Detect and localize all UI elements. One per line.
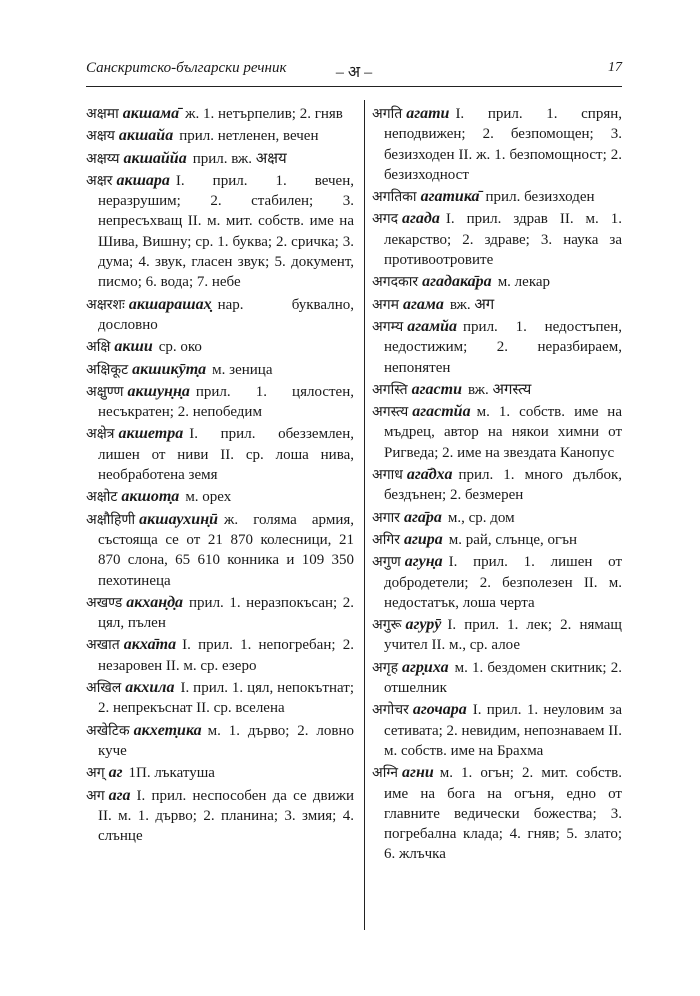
entry-transliteration: акши [114, 338, 153, 356]
entry-definition: м. 1. дърво; 2. ловно куче [98, 722, 354, 759]
entry-transliteration: агама [402, 295, 444, 313]
entry-headword: अखेटिक [86, 722, 130, 739]
entry-transliteration: акшун̣н̣а [127, 382, 190, 400]
dictionary-entry [372, 295, 622, 315]
entry-headword: अखिल [86, 680, 122, 697]
left-column [86, 104, 354, 848]
dictionary-entry [372, 209, 622, 270]
entry-transliteration: акшетра [118, 425, 184, 443]
entry-headword: अखण्ड [86, 594, 123, 611]
entry-transliteration: аг [108, 764, 123, 782]
dictionary-entry [86, 487, 354, 507]
entry-definition: I. прил. 1. непогребан; 2. незаровен II. м. ср. езеро [98, 637, 354, 674]
entry-headword: अक्षोट [86, 489, 118, 506]
dictionary-entry [372, 615, 622, 656]
entry-definition: прил. безизходен [485, 189, 595, 206]
entry-transliteration: акшарашах̣ [128, 295, 212, 313]
entry-transliteration: агамйа [407, 317, 458, 335]
entry-transliteration: агочара [412, 701, 467, 719]
dictionary-entry [86, 635, 354, 676]
dictionary-entry [86, 126, 354, 146]
entry-transliteration: агадака̄ра [422, 273, 492, 291]
entry-transliteration: акшикӯт̣а [132, 360, 207, 378]
entry-headword: अगोचर [372, 702, 409, 719]
entry-headword: अगुरू [372, 617, 402, 634]
entry-headword: अक्षुण्ण [86, 383, 124, 400]
entry-transliteration: акшара [116, 171, 170, 189]
entry-headword: अगति [372, 106, 403, 122]
dictionary-entry [86, 424, 354, 485]
entry-transliteration: ага̄ра [403, 508, 442, 526]
entry-definition: I. прил. обезземлен, лишен от ниви II. ср. лоша нива, необработена земя [98, 426, 354, 484]
entry-transliteration: агати [406, 105, 450, 122]
dictionary-entry [86, 360, 354, 380]
dictionary-entry [86, 382, 354, 423]
entry-headword: अगस्ति [372, 381, 408, 398]
entry-definition: м. 1. огън; 2. мит. собств. име на бога на огъня, едно от главните ведически божества; 3. погребална клада; 4. гняв; 5. злато; 6. жлъчка [384, 765, 622, 863]
entry-headword: अक्षय्य [86, 150, 120, 167]
entry-definition: вж. अगस्त्य [468, 381, 532, 398]
entry-headword: अगतिका [372, 189, 417, 206]
header-rule [86, 86, 622, 87]
dictionary-entry [372, 187, 622, 207]
entry-definition: прил. вж. अक्षय [192, 150, 287, 167]
entry-headword: अगद [372, 211, 399, 228]
dictionary-entry [86, 593, 354, 634]
entry-definition: м. лекар [497, 274, 551, 291]
entry-definition: I. прил. 1. лек; 2. нямащ учител II. м., ср. алое [384, 617, 622, 654]
entry-definition: м. 1. бездомен скитник; 2. отшелник [384, 659, 622, 697]
entry-definition: м. 1. собств. име на мъдрец, автор на някои химни от Ригведа; 2. име на звездата Канопус [384, 404, 622, 461]
page-number: 17 [608, 60, 622, 75]
entry-definition: вж. अग [449, 296, 495, 313]
dictionary-entry [372, 530, 622, 550]
entry-definition: ж. 1. нетърпелив; 2. гняв [185, 106, 343, 122]
entry-headword: अगदकार [372, 274, 419, 291]
dictionary-entry [86, 149, 354, 169]
dictionary-entry [86, 104, 354, 124]
entry-definition: прил. нетленен, вечен [179, 128, 319, 145]
entry-headword: अक्षेत्र [86, 426, 115, 443]
entry-transliteration: акхет̣ика [133, 721, 202, 739]
entry-headword: अग् [86, 765, 105, 782]
entry-headword: अक्षिकूट [86, 361, 129, 378]
entry-headword: अग [86, 787, 105, 804]
entry-definition: I. прил. 1. спрян, неподвижен; 2. безпомощен; 3. безизходен II. ж. 1. безпомощност; 2. безизходност [384, 106, 622, 183]
entry-transliteration: агатика̄ [420, 188, 480, 206]
entry-definition: прил. 1. неразпокъсан; 2. цял, пълен [98, 594, 354, 632]
entry-headword: अगुण [372, 554, 401, 571]
dictionary-entry [372, 380, 622, 400]
column-divider [364, 100, 365, 930]
entry-transliteration: акхила [125, 679, 175, 697]
entry-transliteration: акшот̣а [121, 488, 180, 506]
entry-headword: अक्षि [86, 339, 111, 356]
entry-transliteration: акшайа [118, 127, 174, 145]
entry-definition: ср. око [158, 339, 202, 356]
entry-headword: अगम [372, 296, 399, 313]
dictionary-entry [372, 700, 622, 761]
section-letter: – अ – [335, 64, 373, 81]
entry-transliteration: агастйа [412, 403, 471, 421]
entry-transliteration: агасти [411, 380, 462, 398]
entry-headword: अगस्त्य [372, 404, 409, 421]
entry-headword: अगाध [372, 467, 403, 484]
entry-transliteration: агун̣а [404, 553, 443, 571]
entry-definition: 1П. лъкатуша [128, 765, 215, 782]
entry-headword: अखात [86, 637, 120, 654]
entry-headword: अगार [372, 509, 400, 526]
entry-definition: м. орех [185, 489, 232, 506]
entry-transliteration: агр̣иха [402, 658, 449, 676]
entry-headword: अग्नि [372, 765, 399, 782]
entry-transliteration: агира [403, 530, 443, 548]
dictionary-entry [372, 658, 622, 699]
entry-definition: I. прил. 1. лишен от добродетели; 2. безполезен II. м. недостатък, лоша черта [384, 554, 622, 611]
entry-transliteration: агада [402, 210, 440, 228]
dictionary-entry [372, 104, 622, 185]
entry-definition: прил. 1. недостъпен, недостижим; 2. неразбирaем, непонятен [384, 318, 622, 376]
entry-headword: अक्षर [86, 172, 113, 189]
entry-transliteration: ага [108, 786, 131, 804]
dictionary-entry [86, 171, 354, 293]
entry-transliteration: акшаййа [123, 149, 187, 167]
dictionary-entry [372, 508, 622, 528]
dictionary-entry [372, 552, 622, 613]
dictionary-entry [86, 763, 354, 783]
dictionary-entry [372, 402, 622, 463]
dictionary-entry [86, 337, 354, 357]
entry-headword: अगिर [372, 531, 400, 548]
book-title: Санскритско-български речник [86, 60, 287, 76]
dictionary-entry [372, 763, 622, 864]
entry-headword: अगम्य [372, 318, 404, 335]
entry-definition: I. прил. 1. неуловим за сетивата; 2. невидим, непознаваем II. м. собств. име на Брахма [384, 702, 623, 759]
entry-definition: прил. 1. цялостен, несъкратен; 2. непобедим [98, 383, 354, 421]
entry-transliteration: акшама̄ [122, 105, 180, 122]
dictionary-entry [372, 317, 622, 378]
entry-definition: м. зеница [212, 361, 273, 378]
dictionary-entry [86, 295, 354, 336]
entry-headword: अक्षमा [86, 106, 119, 122]
entry-definition: I. прил. здрав II. м. 1. лекарство; 2. здраве; 3. наука за противоотровите [384, 211, 622, 269]
entry-transliteration: акшаухин̣ӣ [139, 510, 218, 528]
dictionary-entry [86, 510, 354, 591]
dictionary-entry [86, 678, 354, 719]
entry-definition: ж. голяма армия, състояща се от 21 870 колесници, 21 870 слона, 65 610 конника и 109 350 пехотинеца [98, 511, 354, 589]
entry-transliteration: акхан̣д̣а [126, 593, 184, 611]
entry-transliteration: агни [402, 764, 434, 782]
entry-definition: прил. 1. много дълбок, бездънен; 2. безмерен [384, 467, 622, 504]
entry-definition: м., ср. дом [447, 509, 515, 526]
running-header [86, 60, 622, 82]
entry-headword: अक्षय [86, 128, 115, 145]
entry-definition: I. прил. неспособен да се движи II. м. 1. дърво; 2. планина; 3. змия; 4. слънце [98, 787, 354, 845]
entry-transliteration: ага̄дха [406, 466, 453, 484]
dictionary-entry [372, 272, 622, 292]
entry-definition: нар. буквално, дословно [98, 296, 354, 333]
dictionary-entry [86, 786, 354, 847]
right-column [372, 104, 622, 867]
entry-definition: I. прил. 1. вечен, неразрушим; 2. стабилен; 3. непресъхващ II. м. мит. собств. име на Шива, Вишну; ср. 1. буква; 2. сричка; 3. дума; 4. звук, гласен звук; 5. документ, писмо; 6. вода; 7. небе [98, 172, 354, 291]
entry-headword: अक्षौहिणी [86, 511, 136, 528]
dictionary-entry [372, 465, 622, 506]
entry-transliteration: агурӯ [405, 616, 442, 634]
entry-headword: अक्षरशः [86, 296, 125, 313]
entry-definition: м. рай, слънце, огън [448, 531, 577, 548]
entry-headword: अगृह [372, 659, 399, 676]
entry-transliteration: акха̄та [123, 636, 177, 654]
entry-definition: I. прил. 1. цял, непокътнат; 2. непрекъснат II. ср. вселена [98, 680, 354, 717]
dictionary-entry [86, 721, 354, 762]
